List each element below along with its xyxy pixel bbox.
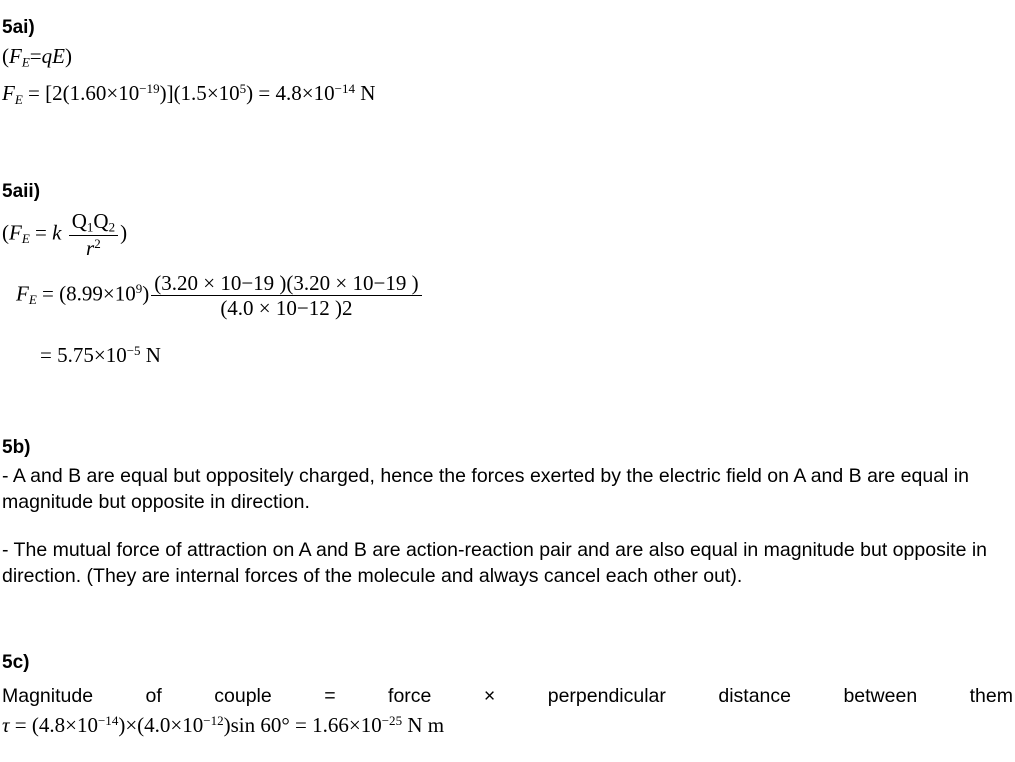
power-base: 10 [360, 713, 382, 738]
paren-close: ) [246, 81, 254, 106]
bracket-open-term: [2(1.60 [45, 81, 107, 106]
power-exponent: −14 [97, 713, 119, 728]
equals-sign: = [42, 281, 54, 306]
times-sign: × [93, 343, 106, 368]
unit-newton: N [145, 343, 161, 368]
paren-close: ) [120, 220, 128, 245]
power-exponent: −5 [126, 343, 141, 358]
subscript-1: 1 [86, 219, 94, 235]
symbol-E: E [52, 44, 65, 68]
paren-close: ) [64, 44, 72, 68]
charge-distance-fraction [151, 272, 421, 319]
equation-5aii-result [40, 344, 161, 366]
term-b-close: ) [223, 713, 231, 738]
fraction-numerator [69, 210, 118, 235]
fraction-numerator: (3.20 × 10−19 )(3.20 × 10−19 ) [154, 271, 419, 295]
equation-5aii-line1 [16, 272, 424, 319]
term-a-open: (4.8 [31, 713, 66, 738]
result-value: 1.66 [312, 713, 349, 738]
paragraph-5b-second: - The mutual force of attraction on A and B are action-reaction pair and are also equal in magnitude but opposite in direction. (They are internal forces of the molecule and always cancel each other out). [2, 539, 988, 587]
equals-sign: = [40, 343, 52, 368]
subscript-E: E [28, 292, 37, 307]
section-heading-5b: 5b) [2, 437, 31, 458]
formula-definition-5aii [2, 210, 127, 260]
symbol-Q: Q [71, 209, 87, 233]
fraction-denominator: (4.0 × 10−12 )2 [151, 295, 421, 319]
equals-sign: = [28, 81, 40, 106]
symbol-F: F [2, 81, 15, 106]
times-sign: × [125, 713, 138, 738]
times-sign: × [102, 281, 115, 306]
times-sign: × [301, 81, 314, 106]
power-exponent: −12 [203, 713, 224, 728]
equals-sign: = [295, 713, 307, 738]
equals-sign: = [29, 44, 42, 68]
power-base: 10 [114, 281, 136, 306]
section-heading-5c: 5c) [2, 652, 30, 673]
power-exponent: −14 [334, 81, 355, 96]
equals-sign: = [35, 220, 47, 245]
bracket-close-term: )](1.5 [159, 81, 207, 106]
power-base: 10 [105, 343, 127, 368]
section-heading-5ai: 5ai) [2, 17, 35, 38]
subscript-E: E [21, 231, 30, 247]
coefficient-open: (8.99 [59, 281, 103, 306]
symbol-r: r [86, 236, 95, 261]
equation-5c-torque [2, 714, 444, 736]
paragraph-5c-definition: Magnitude of couple = force × perpendicular distance between them [2, 685, 1013, 707]
subscript-E: E [21, 54, 30, 70]
equation-5ai [2, 82, 375, 106]
coulomb-fraction [69, 210, 118, 260]
fraction-denominator [69, 235, 118, 259]
power-exponent: −25 [381, 713, 403, 728]
paren-open: ( [2, 44, 9, 68]
equals-sign: = [14, 713, 27, 738]
symbol-q: q [41, 44, 53, 68]
equals-sign: = [258, 81, 271, 106]
power-exponent: 2 [94, 236, 101, 252]
times-sign: × [348, 713, 361, 738]
term-b-open: (4.0 [137, 713, 171, 738]
unit-newton: N [360, 81, 376, 106]
power-base: 10 [218, 81, 240, 106]
result-value: 5.75 [57, 343, 94, 368]
times-sign: × [170, 713, 183, 738]
symbol-tau: τ [2, 713, 10, 738]
times-sign: × [65, 713, 77, 738]
subscript-2: 2 [108, 219, 116, 235]
power-exponent: 9 [135, 281, 143, 297]
paragraph-5b-first: - A and B are equal but oppositely charged, hence the forces exerted by the electric field on A and B are equal in magnitude but opposite in direction. [2, 465, 969, 513]
times-sign: × [106, 81, 119, 106]
result-value: 4.8 [275, 81, 302, 106]
power-base: 10 [182, 713, 204, 738]
formula-definition-5ai [2, 46, 72, 69]
power-exponent: −19 [139, 81, 160, 96]
symbol-Q: Q [93, 209, 109, 233]
symbol-F: F [9, 220, 22, 245]
section-heading-5aii: 5aii) [2, 181, 41, 202]
symbol-F: F [16, 281, 29, 306]
power-exponent: 5 [239, 81, 247, 96]
times-sign: × [206, 81, 219, 106]
unit-newton-metre: N m [407, 713, 445, 738]
power-base: 10 [76, 713, 98, 738]
symbol-k: k [52, 220, 62, 245]
power-base: 10 [118, 81, 140, 106]
power-base: 10 [313, 81, 335, 106]
coefficient-close: ) [142, 281, 150, 306]
subscript-E: E [14, 91, 23, 107]
symbol-F: F [9, 44, 22, 68]
sine-term: sin 60° [230, 713, 290, 738]
paren-open: ( [2, 220, 9, 245]
term-a-close: ) [118, 713, 126, 738]
